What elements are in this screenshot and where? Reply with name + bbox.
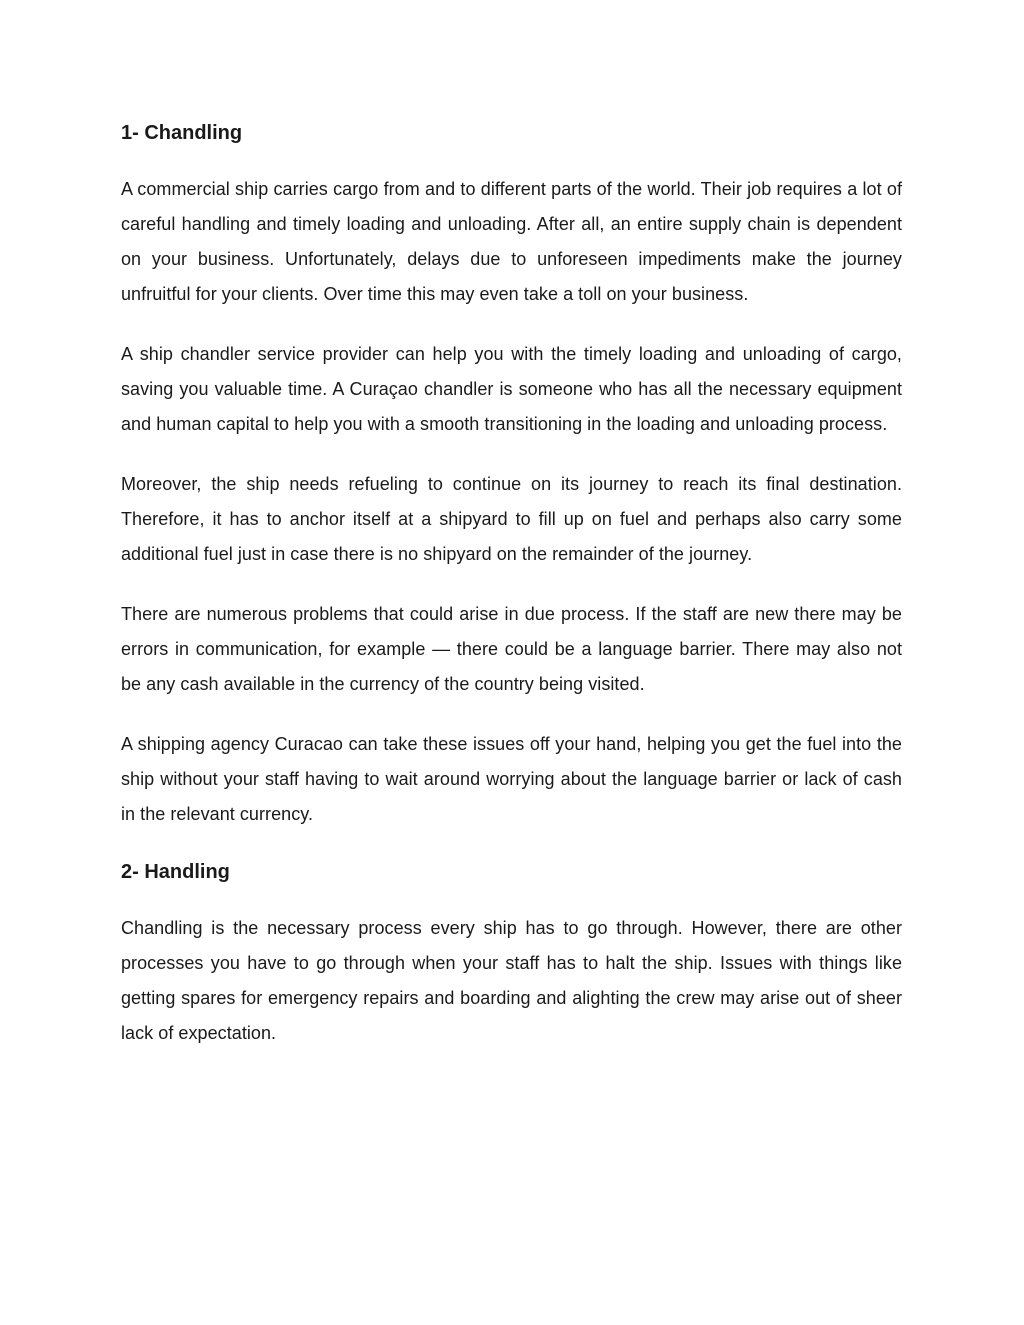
paragraph: There are numerous problems that could arise in due process. If the staff are new there may be errors in communication, for example — there could be a language barrier. There may also not be any cash available in the currency of the country being visited. xyxy=(121,604,902,694)
paragraph: A shipping agency Curacao can take these issues off your hand, helping you get the fuel into the ship without your staff having to wait around worrying about the language barrier or lack of cash in the relevant currency. xyxy=(121,734,902,824)
section-heading-chandling: 1- Chandling xyxy=(121,122,243,144)
paragraph: A ship chandler service provider can help you with the timely loading and unloading of cargo, saving you valuable time. A Curaçao chandler is someone who has all the necessary equipment and human capital to help you with a smooth transitioning in the loading and unloading process. xyxy=(121,344,902,434)
section-heading-handling: 2- Handling xyxy=(121,861,230,883)
document-page xyxy=(121,118,902,1076)
paragraph: Chandling is the necessary process every ship has to go through. However, there are other processes you have to go through when your staff has to halt the ship. Issues with things like getting spares for emergency repairs and boarding and alighting the crew may arise out of sheer lack of expectation. xyxy=(121,918,902,1043)
paragraph: Moreover, the ship needs refueling to continue on its journey to reach its final destination. Therefore, it has to anchor itself at a shipyard to fill up on fuel and perhaps also carry some additional fuel just in case there is no shipyard on the remainder of the journey. xyxy=(121,474,902,564)
paragraph: A commercial ship carries cargo from and to different parts of the world. Their job requires a lot of careful handling and timely loading and unloading. After all, an entire supply chain is dependent on your business. Unfortunately, delays due to unforeseen impediments make the journey unfruitful for your clients. Over time this may even take a toll on your business. xyxy=(121,179,902,304)
